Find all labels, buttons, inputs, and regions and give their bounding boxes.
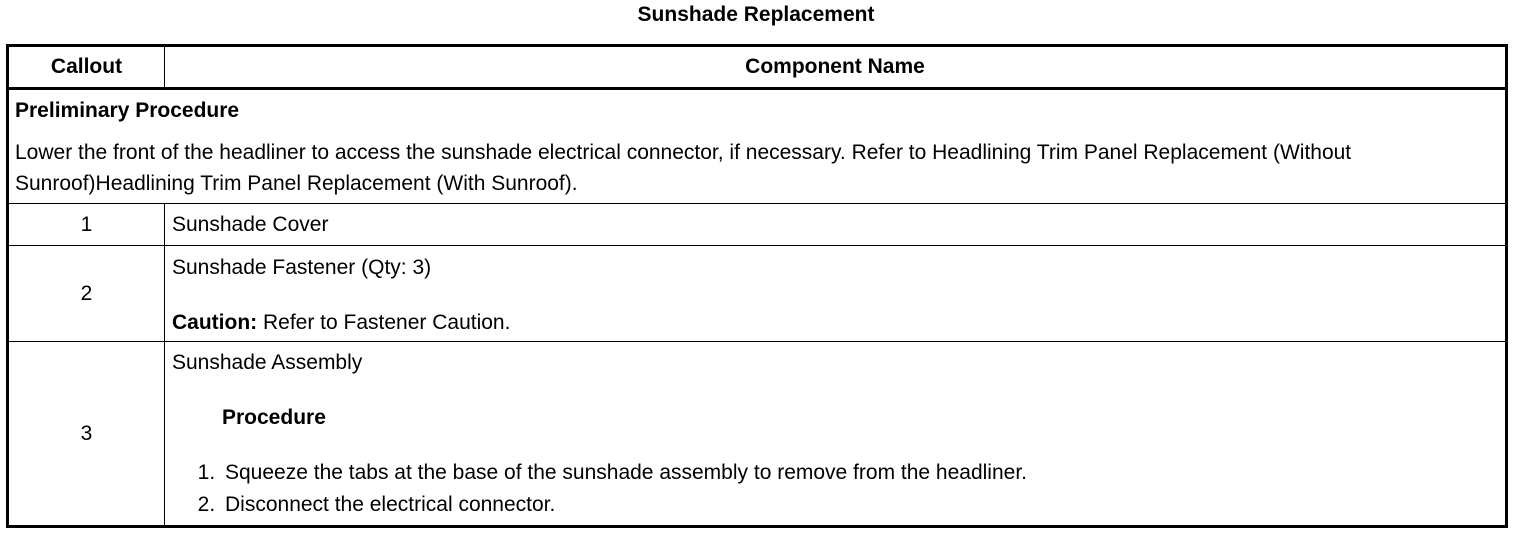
component-details [165,246,1505,338]
preliminary-text: Lower the front of the headliner to access the sunshade electrical connector, if necessary. Refer to Headlining Trim Panel Replacement (Without Sunroof)Headlining Trim Panel Replacement (With Sunroof). [15,141,1352,195]
header-component-name: Component Name [165,46,1507,89]
preliminary-cell [8,89,1507,204]
preliminary-row [8,89,1507,204]
table-header-row [8,46,1507,89]
component-cell [165,246,1507,342]
procedure-title: Procedure [222,406,326,429]
callout-cell: 1 [8,204,165,246]
table-row [8,342,1507,527]
caution-label: Caution: [172,311,258,334]
component-name: Sunshade Fastener (Qty: 3) [172,256,432,279]
caution-note [172,308,1498,338]
table-row [8,204,1507,246]
callout-cell: 2 [8,246,165,342]
table-row [8,246,1507,342]
callout-cell: 3 [8,342,165,527]
component-name: Sunshade Assembly [172,351,363,374]
component-cell [165,342,1507,527]
component-name: Sunshade Cover [172,213,329,236]
procedure-steps [172,457,1498,521]
caution-text: Refer to Fastener Caution. [257,311,511,334]
procedure-step: 1. Squeeze the tabs at the base of the sunshade assembly to remove from the headliner. [221,457,1498,489]
component-details [165,342,1505,521]
component-cell [165,204,1507,246]
header-callout: Callout [8,46,165,89]
preliminary-title: Preliminary Procedure [15,99,240,122]
component-table [6,44,1508,528]
document-title: Sunshade Replacement [637,3,875,26]
procedure-step: 2. Disconnect the electrical connector. [221,489,1498,521]
